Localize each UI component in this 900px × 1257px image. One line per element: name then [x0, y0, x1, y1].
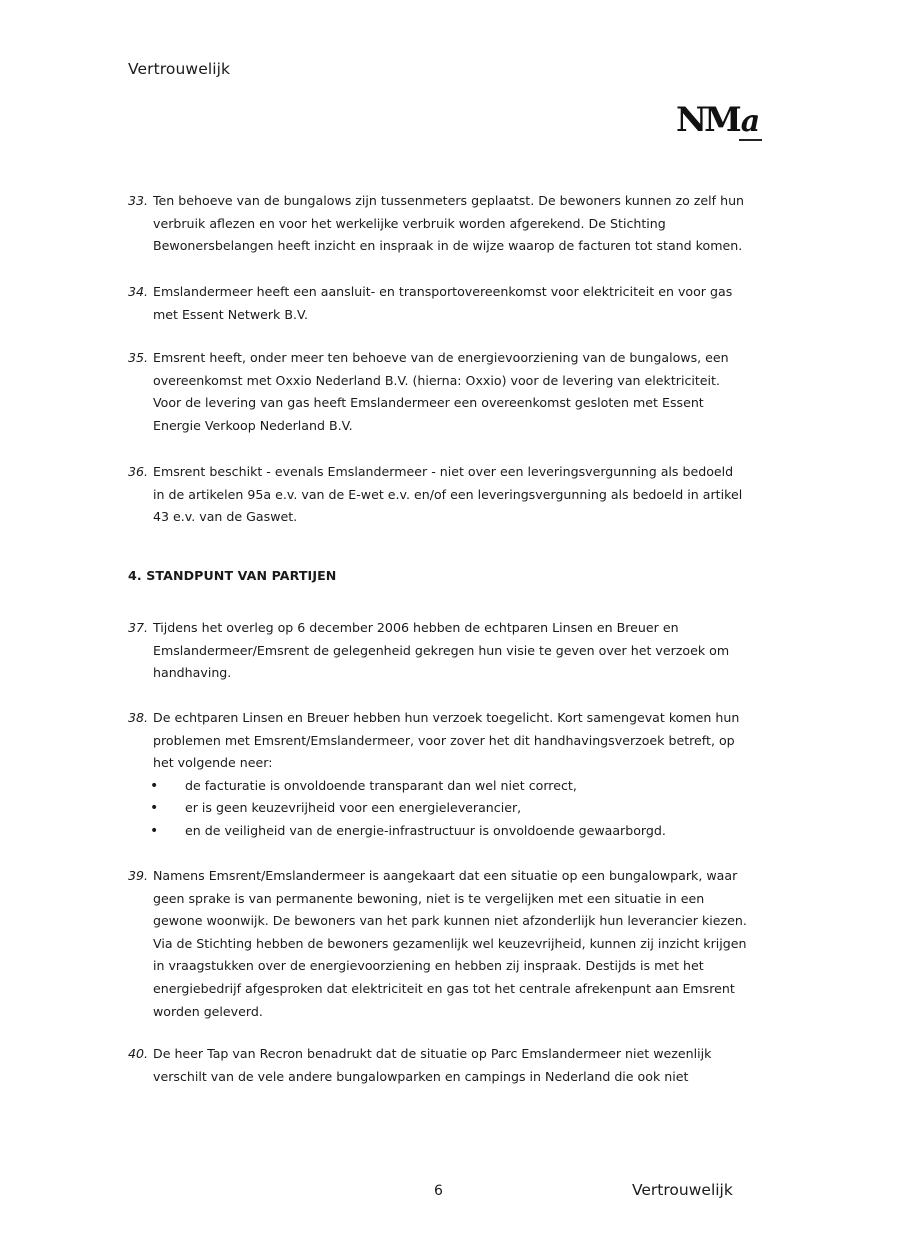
paragraph-39	[128, 865, 748, 1023]
paragraph-text: Emsrent beschikt - evenals Emslandermeer - niet over een leveringsvergunning als bedoeld in de artikelen 95a e.v. van de E-wet e.v. en/of een leveringsvergunning als bedoeld in artikel 43 e.v. van de Gaswet.	[153, 464, 743, 525]
paragraph-34	[128, 281, 748, 326]
paragraph-number: 39.	[128, 868, 149, 883]
bullet-item: • de facturatie is onvoldoende transparant dan wel niet correct,	[128, 775, 748, 798]
bullet-item: • en de veiligheid van de energie-infrastructuur is onvoldoende gewaarborgd.	[128, 820, 748, 843]
nma-logo: NMa	[676, 100, 761, 140]
paragraph-number: 35.	[128, 350, 149, 365]
paragraph-text: Emslandermeer heeft een aansluit- en transportovereenkomst voor elektriciteit en voor gas met Essent Netwerk B.V.	[153, 284, 733, 322]
page-number: 6	[434, 1183, 443, 1199]
section-heading: 4. STANDPUNT VAN PARTIJEN	[128, 568, 337, 583]
paragraph-text: Ten behoeve van de bungalows zijn tussenmeters geplaatst. De bewoners kunnen zo zelf hun verbruik aflezen en voor het werkelijke verbruik worden afgerekend. De Stichting Bewonersbelangen heeft inzicht en inspraak in de wijze waarop de facturen tot stand komen.	[153, 193, 745, 254]
paragraph-37	[128, 617, 748, 685]
paragraph-text: Emsrent heeft, onder meer ten behoeve van de energievoorziening van de bungalows, een overeenkomst met Oxxio Nederland B.V. (hierna: Oxxio) voor de levering van elektriciteit. Voor de levering van gas heeft Emslandermeer een overeenkomst gesloten met Essent Energie Verkoop Nederland B.V.	[153, 350, 729, 433]
paragraph-text: Namens Emsrent/Emslandermeer is aangekaart dat een situatie op een bungalowpark, waar geen sprake is van permanente bewoning, niet is te vergelijken met een situatie in een gewone woonwijk. De bewoners van het park kunnen niet afzonderlijk hun leverancier kiezen. Via de Stichting hebben de bewoners gezamenlijk wel keuzevrijheid, kunnen zij inzicht krijgen in vraagstukken over de energievoorziening en hebben zij inspraak. Destijds is met het energiebedrijf afgesproken dat elektriciteit en gas tot het centrale afrekenpunt aan Emsrent worden geleverd.	[153, 868, 747, 1019]
header-confidential-label: Vertrouwelijk	[128, 60, 231, 78]
paragraph-40	[128, 1043, 748, 1088]
paragraph-36	[128, 461, 748, 529]
paragraph-33	[128, 190, 748, 258]
paragraph-number: 33.	[128, 193, 149, 208]
paragraph-number: 38.	[128, 710, 149, 725]
paragraph-number: 37.	[128, 620, 149, 635]
paragraph-38	[128, 707, 748, 843]
paragraph-35	[128, 347, 748, 437]
paragraph-text: De echtparen Linsen en Breuer hebben hun verzoek toegelicht. Kort samengevat komen hun problemen met Emsrent/Emslandermeer, voor zover het dit handhavingsverzoek betreft, op het volgende neer:	[153, 710, 740, 771]
paragraph-number: 36.	[128, 464, 149, 479]
bullet-list	[128, 775, 748, 843]
footer-confidential-label: Vertrouwelijk	[632, 1181, 733, 1199]
paragraph-text: Tijdens het overleg op 6 december 2006 hebben de echtparen Linsen en Breuer en Emslandermeer/Emsrent de gelegenheid gekregen hun visie te geven over het verzoek om handhaving.	[153, 620, 730, 681]
paragraph-number: 40.	[128, 1046, 149, 1061]
paragraph-text: De heer Tap van Recron benadrukt dat de situatie op Parc Emslandermeer niet wezenlijk verschilt van de vele andere bungalowparken en campings in Nederland die ook niet	[153, 1046, 712, 1084]
bullet-item: • er is geen keuzevrijheid voor een energieleverancier,	[128, 797, 748, 820]
paragraph-number: 34.	[128, 284, 149, 299]
